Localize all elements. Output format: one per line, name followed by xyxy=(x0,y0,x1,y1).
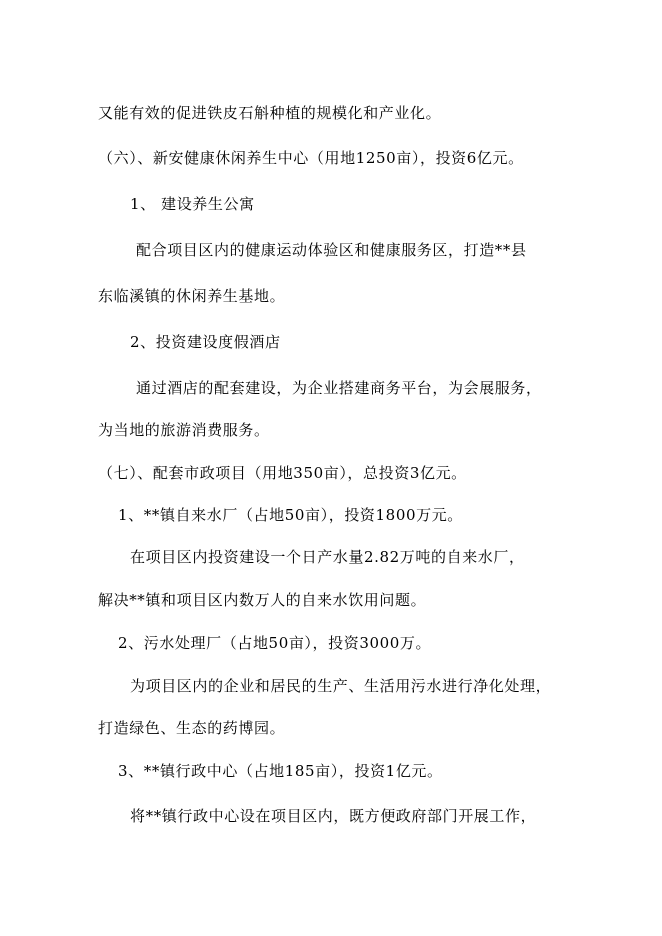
paragraph-line: 通过酒店的配套建设，为企业搭建商务平台，为会展服务， xyxy=(136,379,542,397)
paragraph-line: 为项目区内的企业和居民的生产、生活用污水进行净化处理， xyxy=(130,677,552,695)
section-heading: （六）、新安健康休闲养生中心（用地1250亩），投资6亿元。 xyxy=(98,149,524,167)
paragraph-line: 解决**镇和项目区内数万人的自来水饮用问题。 xyxy=(98,591,427,609)
item-heading: 1、**镇自来水厂（占地50亩），投资1800万元。 xyxy=(118,506,463,524)
paragraph-line: 东临溪镇的休闲养生基地。 xyxy=(98,287,286,305)
item-heading: 2、污水处理厂（占地50亩），投资3000万。 xyxy=(118,634,432,652)
paragraph-line: 为当地的旅游消费服务。 xyxy=(98,421,270,439)
paragraph-line: 将**镇行政中心设在项目区内，既方便政府部门开展工作， xyxy=(130,807,537,825)
paragraph-line: 在项目区内投资建设一个日产水量2.82万吨的自来水厂， xyxy=(130,548,525,566)
item-heading: 1、 建设养生公寓 xyxy=(130,195,255,213)
item-heading: 2、投资建设度假酒店 xyxy=(130,333,281,351)
item-heading: 3、**镇行政中心（占地185亩），投资1亿元。 xyxy=(118,762,443,780)
paragraph-line: 又能有效的促进铁皮石斛种植的规模化和产业化。 xyxy=(98,104,442,122)
paragraph-line: 打造绿色、生态的药博园。 xyxy=(98,719,286,737)
paragraph-line: 配合项目区内的健康运动体验区和健康服务区，打造**县 xyxy=(136,241,527,259)
section-heading: （七）、配套市政项目（用地350亩），总投资3亿元。 xyxy=(98,464,467,482)
